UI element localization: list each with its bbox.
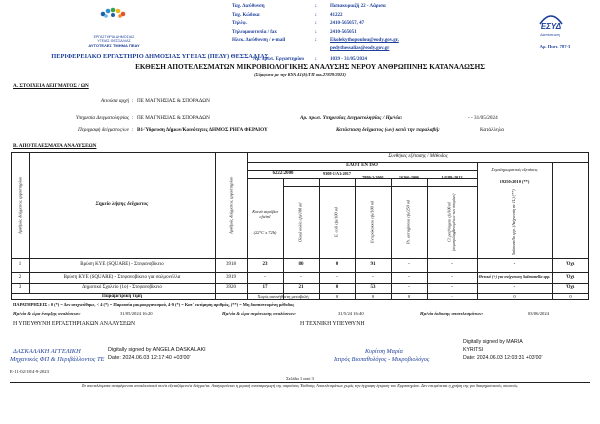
report-title: ΕΚΘΕΣΗ ΑΠΟΤΕΛΕΣΜΑΤΩΝ ΜΙΚΡΟΒΙΟΛΟΓΙΚΗΣ ΑΝΑΛΥΣΗΣ ΝΕΡΟΥ ΑΝΘΡΩΠΙΝΗΣ ΚΑΤΑΝΑΛΩΣΗΣ — [135, 63, 485, 71]
method-19250: 19250:2010 (**) — [499, 179, 530, 185]
org-line1: ΕΡΓΑΣΤΗΡΙΑ ΔΗΜΟΣΙΑΣ — [93, 35, 135, 39]
remarks: ΠΑΡΑΤΗΡΗΣΕΙΣ : 0 (*) = Δεν ανιχνεύθηκε, < 4 (*) = Παρουσία μικροοργανισμού, 4-9 (*) = Κατ' εκτίμηση αριθμός, (**) = Μη διαπιστευμένη μέθοδος — [13, 302, 295, 307]
param-label: Παραμετρική τιμή — [101, 293, 143, 299]
right-digital-sign-2: KYRITSI — [463, 347, 484, 353]
aerobic-col — [247, 186, 283, 258]
org-line3: ΑΥΤΟΤΕΛΕΣ ΤΜΗΜΑ ΠΕΔΥ — [88, 43, 140, 48]
right-digital-date: Date: 2024.06.03 12:03:31 +03'00' — [463, 355, 543, 361]
aerobic-label: Κοινά αερόβια cfu/ml — [252, 209, 278, 220]
right-sign-role: Ιατρός Βιοπαθολόγος - Μικροβιολόγος — [334, 356, 430, 363]
elot-header: ΕΛΟΤ ΕΝ ISO — [346, 163, 378, 169]
eody-logo-icon — [97, 6, 131, 26]
contact-value: 41222 — [330, 12, 343, 18]
esyd-sub: Διαπίστευση — [540, 33, 560, 37]
lab-number: 3920 — [226, 285, 236, 291]
section-a-heading: Α. ΣΤΟΙΧΕΙΑ ΔΕΙΓΜΑΤΟΣ / ΩΝ — [13, 83, 89, 89]
param-total-coliforms: Ολικά κολ/α cfu/100 ml — [297, 202, 303, 242]
svg-text:ΕΣΥΔ: ΕΣΥΔ — [540, 22, 562, 31]
footer-disclaimer: Τα αποτελέσματα αναφέρονται αποκλειστικά στο/α εξεταζόμενο/α δείγμα/τα. Απαγορεύεται η μερική αναπαραγωγή της παρούσας Έκθεσης Αποτελεσμάτων χωρίς την έγγραφη έγκριση του Εργαστηρίου. Δεν επιτρέπεται η χρήση της για διαφημιστικούς σκοπούς. — [81, 383, 519, 388]
contact-value: 2410-565057, 47 — [330, 21, 365, 27]
right-digital-sign: Digitally signed by MARIA — [463, 339, 523, 345]
footer-code: Ε-11-02/18/4-9-2023 — [10, 369, 49, 374]
receipt-label: Αρ. πρωτ. Υπηρεσίας Δειγματοληψίας / Ημ/νία: — [300, 115, 403, 121]
aerobic-temp: (22°C x 72h) — [253, 229, 277, 235]
col-sample-no: Αριθμός δείγματος εργαστηρίου — [17, 176, 23, 234]
contact-label: Τηλεομοιοτυπία / fax — [232, 29, 277, 35]
contact-label: Ταχ. Κώδικα — [232, 12, 260, 18]
salmonella-positive: Θετικό (+) για ανίχνευση Salmonella spp. — [478, 274, 551, 280]
sampling-service-value: ΠΕ ΜΑΓΝΗΣΙΑΣ & ΣΠΟΡΑΔΩΝ — [137, 115, 210, 121]
contact-label: Τηλέφ. — [232, 21, 247, 27]
applicant-label: Αιτούσα αρχή — [100, 98, 129, 104]
sample-point: Βρύση ΚΥΕ (SQUARE) - Στεφανοβίκειο — [80, 262, 164, 268]
end-label: Ημ/νία & ώρα περάτωσης αναλύσεων: — [222, 311, 296, 316]
esyd-cert: Αρ. Πιστ. 787-3 — [539, 44, 571, 49]
left-sign-name: ΔΑΣΚΑΛΑΚΗ ΑΓΓΕΛΙΚΗ — [13, 348, 81, 355]
description-label: Περιγραφή δείγματος/ων — [78, 127, 129, 133]
method-7899: 7899-2:2001 — [362, 174, 384, 180]
contact-label: Ηλεκ. Διεύθυνση / e-mail — [232, 38, 286, 44]
section-b-heading: Β. ΑΠΟΤΕΛΕΣΜΑΤΑ ΑΝΑΛΥΣΕΩΝ — [13, 143, 97, 149]
right-sign-name: Κυρίτση Μαρία — [365, 348, 403, 355]
org-line2: ΥΓΕΙΑΣ ΘΕΣΣΑΛΙΑΣ — [97, 39, 131, 43]
lab-number: 3919 — [226, 274, 236, 280]
applicant-value: ΠΕ ΜΑΓΝΗΣΙΑΣ & ΣΠΟΡΑΔΩΝ — [137, 98, 210, 104]
sample-point: Δημοτικό Σχολείο (1ο) - Στεφανοβίκειο — [82, 285, 162, 291]
left-sign-role: Μηχανικός ΦΠ & Περιβάλλοντος ΤΕ — [10, 356, 105, 363]
left-digital-sign: Digitally signed by ANGELA DASKALAKI — [108, 347, 206, 353]
col-point: Σημείο λήψης δείγματος — [95, 201, 149, 208]
contact-value: 2410-565051 — [330, 29, 357, 35]
start-value: 31/05/2024 16:20 — [120, 311, 153, 316]
param-enterococci: Εντερόκοκκοι cfu/100 ml — [369, 201, 375, 243]
contact-email[interactable]: pedythessalias@eody.gov.gr — [330, 45, 390, 51]
issue-label: Ημ/νία έκδοσης αποτελεσμάτων: — [420, 311, 483, 316]
condition-label: Κατάσταση δείγματος (ων) κατά την παραλαβή: — [336, 127, 440, 133]
conditions-header: Συνθήκες εξέτασης / Μέθοδος — [388, 154, 448, 160]
end-value: 31/5/24 16:40 — [338, 311, 364, 316]
supplementary-header: Συμπληρωματικές εξετάσεις — [491, 166, 538, 172]
lab-number: 3918 — [226, 262, 236, 268]
param-salmonella: Salmonella spp. (Ανίχνευση σε 1L) (**) — [511, 189, 517, 255]
lab-title: ΠΕΡΙΦΕΡΕΙΑΚΟ ΕΡΓΑΣΤΗΡΙΟ ΔΗΜΟΣΙΑΣ ΥΓΕΙΑΣ (ΠΕΔΥ) ΘΕΣΣΑΛΙΑΣ — [51, 53, 269, 60]
start-label: Ημ/νία & ώρα έναρξης αναλύσεων: — [13, 311, 81, 316]
contact-values — [330, 3, 450, 52]
sampling-service-label: Υπηρεσία Δειγματοληψίας — [75, 115, 129, 121]
condition-value: Κατάλληλα — [480, 127, 505, 133]
contact-email[interactable]: Ekolekythopoulou@eody.gov.gr, — [330, 38, 399, 44]
description-value: Β1-Ύδρευση Δήμων/Κοινότητες ΔΗΜΟΣ ΡΗΓΑ ΦΕΡΑΙΟΥ — [137, 127, 268, 133]
receipt-value: - - 31/05/2024 — [468, 115, 498, 121]
protocol-label: Αρ. πρωτ. Εργαστηρίου — [253, 57, 304, 62]
param-cl-perfringens: Cl. perfringens cfu/100 ml (συμπεριλαμβανομένων των σπορίων) — [447, 193, 456, 251]
right-sign-title: Η ΤΕΧΝΙΚΗ ΥΠΕΥΘΥΝΗ — [300, 321, 365, 327]
method-16266: 16266:2006 — [398, 174, 420, 180]
page-number: Σελίδα 1 από 3 — [286, 376, 314, 381]
report-subtitle: (Σύμφωνα με την ΚΥΑ Δ1(δ)/ΓΠ οικ.27829/2023) — [254, 72, 346, 77]
param-ps-aeruginosa: Ps. aeruginosa cfu/250 ml — [405, 200, 411, 244]
left-sign-title: Η ΥΠΕΥΘΥΝΗ ΕΡΓΑΣΤΗΡΙΑΚΩΝ ΑΝΑΛΥΣΕΩΝ — [13, 321, 136, 327]
col-lab-no: Αριθμός δείγματος εργαστηρίου — [228, 176, 234, 234]
method-6222: 6222:2000 — [272, 171, 294, 177]
method-9308: 9308-1/A1:2017 — [323, 170, 351, 176]
sample-point: Βρύση ΚΥΕ (SQUARE) - Στεφανοβίκειο για σαλμονέλλα — [63, 274, 181, 280]
issue-value: 03/06/2024 — [528, 311, 549, 316]
param-ecoli: E. coli cfu/100 ml — [333, 207, 339, 237]
method-14189: 14189:2013 — [441, 175, 463, 181]
left-digital-date: Date: 2024.06.03 12:17:40 +03'00' — [108, 355, 191, 361]
protocol-value: 1039 - 31/05/2024 — [330, 57, 367, 62]
contact-value: Παπακυριαζή 22 - Λάρισα — [330, 4, 386, 9]
esyd-accreditation-icon — [536, 10, 566, 32]
contact-labels — [232, 3, 312, 46]
contact-label: Ταχ. Διεύθυνση — [232, 4, 265, 9]
